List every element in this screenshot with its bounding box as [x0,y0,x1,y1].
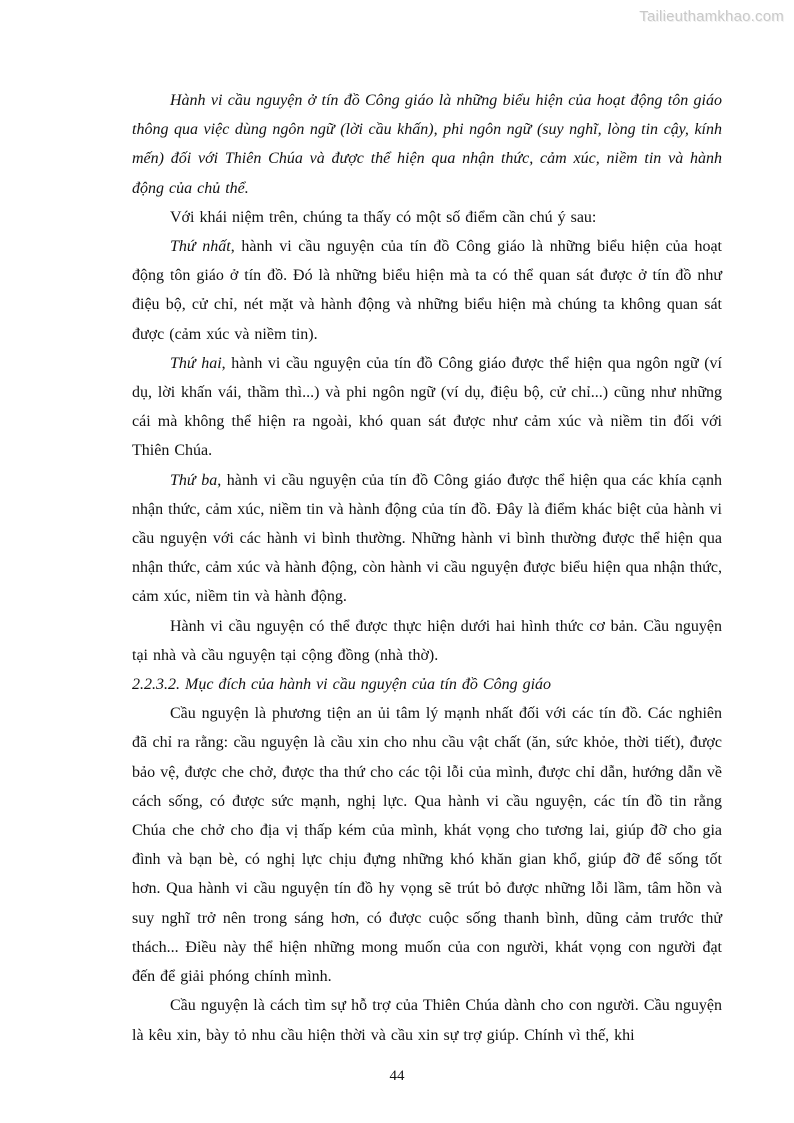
document-body [132,86,722,1050]
paragraph: Hành vi cầu nguyện có thể được thực hiện dưới hai hình thức cơ bản. Cầu nguyện tại nhà và cầu nguyện tại cộng đồng (nhà thờ). [132,617,722,664]
watermark: Tailieuthamkhao.com [639,8,784,25]
paragraph: Thứ hai, hành vi cầu nguyện của tín đồ Công giáo được thể hiện qua ngôn ngữ (ví dụ, lời khấn vái, thầm thì...) và phi ngôn ngữ (ví dụ, điệu bộ, cử chỉ...) cũng như những cái mà không thể hiện ra ngoài, khó quan sát được như cảm xúc và niềm tin đối với Thiên Chúa. [132,354,722,460]
paragraph: Thứ ba, hành vi cầu nguyện của tín đồ Công giáo được thể hiện qua các khía cạnh nhận thức, cảm xúc, niềm tin và hành động của tín đồ. Đây là điểm khác biệt của hành vi cầu nguyện với các hành vi bình thường. Những hành vi bình thường được thể hiện qua nhận thức, cảm xúc và hành động, còn hành vi cầu nguyện được biểu hiện qua nhận thức, cảm xúc, niềm tin và hành động. [132,471,722,606]
paragraph: Với khái niệm trên, chúng ta thấy có một số điểm cần chú ý sau: [170,208,597,226]
paragraph: Cầu nguyện là cách tìm sự hỗ trợ của Thiên Chúa dành cho con người. Cầu nguyện là kêu xin, bày tỏ nhu cầu hiện thời và cầu xin sự trợ giúp. Chính vì thế, khi [132,997,722,1044]
paragraph-lead: Thứ hai [170,354,222,372]
paragraph-lead: Thứ nhất [170,238,231,256]
paragraph-lead: Thứ ba [170,471,218,489]
paragraph: Thứ nhất, hành vi cầu nguyện của tín đồ Công giáo là những biểu hiện của hoạt động tôn giáo ở tín đồ. Đó là những biểu hiện mà ta có thể quan sát được ở tín đồ như điệu bộ, cử chỉ, nét mặt và hành động và những biểu hiện mà chúng ta không quan sát được (cảm xúc và niềm tin). [132,238,722,343]
paragraph: Hành vi cầu nguyện ở tín đồ Công giáo là những biểu hiện của hoạt động tôn giáo thông qua việc dùng ngôn ngữ (lời cầu khấn), phi ngôn ngữ (suy nghĩ, lòng tin cậy, kính mến) đối với Thiên Chúa và được thể hiện qua nhận thức, cảm xúc, niềm tin và hành động của chủ thể. [132,92,722,197]
section-heading: 2.2.3.2. Mục đích của hành vi cầu nguyện của tín đồ Công giáo [132,676,552,694]
paragraph: Cầu nguyện là phương tiện an ủi tâm lý mạnh nhất đối với các tín đồ. Các nghiên đã chỉ ra rằng: cầu nguyện là cầu xin cho nhu cầu vật chất (ăn, sức khỏe, thời tiết), được bảo vệ, được che chở, được tha thứ cho các tội lỗi của mình, được chỉ dẫn, hướng dẫn về cách sống, có được sức mạnh, nghị lực. Qua hành vi cầu nguyện, các tín đồ tin rằng Chúa che chở cho địa vị thấp kém của mình, khát vọng cho tương lai, giúp đỡ cho gia đình và bạn bè, có nghị lực chịu đựng những khó khăn gian khổ, giúp đỡ để sống tốt hơn. Qua hành vi cầu nguyện tín đồ hy vọng sẽ trút bỏ được những lỗi lầm, tâm hồn và suy nghĩ trở nên trong sáng hơn, có được cuộc sống thanh bình, dũng cảm trước thử thách... Điều này thể hiện những mong muốn của con người, khát vọng con người đạt đến để giải phóng chính mình. [132,705,722,986]
page-number: 44 [389,1068,405,1084]
